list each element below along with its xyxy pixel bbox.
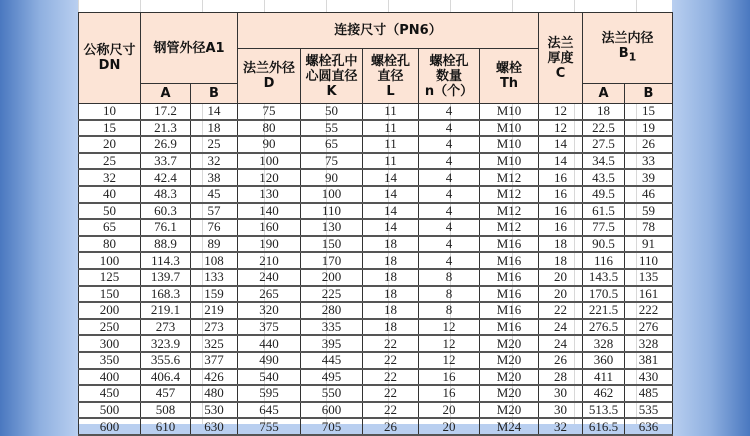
table-row	[79, 418, 673, 435]
cell-thickness: 16	[539, 219, 583, 236]
cell-bolt-count: 4	[419, 104, 480, 120]
cell-bolt-hole: 11	[363, 136, 419, 153]
header-pipe-b: B	[191, 84, 238, 104]
cell-bolt: M16	[480, 302, 539, 319]
cell-inner-a: 360	[583, 352, 625, 369]
cell-dn: 32	[79, 169, 141, 186]
table-row	[79, 203, 673, 220]
cell-bolt: M12	[480, 186, 539, 203]
cell-dn: 125	[79, 269, 141, 286]
cell-inner-a: 462	[583, 385, 625, 402]
cell-pipe-a: 406.4	[141, 369, 191, 386]
cell-bolt-count: 4	[419, 136, 480, 153]
header-thickness: 法兰厚度 C	[539, 13, 583, 104]
cell-thickness: 18	[539, 252, 583, 269]
cell-dn: 40	[79, 186, 141, 203]
cell-pipe-a: 76.1	[141, 219, 191, 236]
cell-inner-b: 91	[625, 236, 673, 253]
cell-inner-b: 535	[625, 402, 673, 419]
cell-thickness: 20	[539, 269, 583, 286]
cell-bolt-circle: 225	[301, 286, 363, 303]
cell-inner-a: 513.5	[583, 402, 625, 419]
cell-flange-od: 80	[238, 120, 301, 137]
cell-dn: 150	[79, 286, 141, 303]
cell-bolt: M20	[480, 335, 539, 352]
cell-inner-a: 49.5	[583, 186, 625, 203]
header-bolt: 螺栓 Th	[480, 49, 539, 104]
cell-bolt-circle: 100	[301, 186, 363, 203]
table-row	[79, 169, 673, 186]
cell-dn: 10	[79, 104, 141, 120]
table-row	[79, 153, 673, 170]
cell-dn: 450	[79, 385, 141, 402]
cell-inner-a: 170.5	[583, 286, 625, 303]
cell-dn: 400	[79, 369, 141, 386]
cell-thickness: 32	[539, 418, 583, 435]
cell-bolt-count: 4	[419, 153, 480, 170]
header-bolt-hole: 螺栓孔直径 L	[363, 49, 419, 104]
cell-inner-a: 27.5	[583, 136, 625, 153]
cell-bolt: M16	[480, 286, 539, 303]
cell-flange-od: 75	[238, 104, 301, 120]
cell-inner-b: 59	[625, 203, 673, 220]
cell-bolt: M20	[480, 402, 539, 419]
cell-pipe-a: 139.7	[141, 269, 191, 286]
cell-pipe-b: 480	[191, 385, 238, 402]
cell-flange-od: 160	[238, 219, 301, 236]
cell-pipe-b: 273	[191, 319, 238, 336]
cell-inner-b: 161	[625, 286, 673, 303]
cell-bolt-count: 20	[419, 402, 480, 419]
cell-inner-a: 221.5	[583, 302, 625, 319]
cell-bolt-count: 4	[419, 252, 480, 269]
cell-dn: 100	[79, 252, 141, 269]
cell-inner-b: 26	[625, 136, 673, 153]
header-flange-od: 法兰外径 D	[238, 49, 301, 104]
cell-bolt-circle: 705	[301, 418, 363, 435]
cell-pipe-a: 42.4	[141, 169, 191, 186]
cell-bolt-circle: 50	[301, 104, 363, 120]
cell-pipe-a: 323.9	[141, 335, 191, 352]
cell-bolt: M10	[480, 104, 539, 120]
table-row	[79, 402, 673, 419]
cell-bolt-count: 12	[419, 335, 480, 352]
cell-bolt-hole: 18	[363, 236, 419, 253]
cell-pipe-a: 355.6	[141, 352, 191, 369]
cell-inner-b: 636	[625, 418, 673, 435]
cell-inner-a: 18	[583, 104, 625, 120]
cell-pipe-a: 21.3	[141, 120, 191, 137]
cell-dn: 65	[79, 219, 141, 236]
cell-flange-od: 645	[238, 402, 301, 419]
cell-inner-b: 110	[625, 252, 673, 269]
cell-pipe-a: 273	[141, 319, 191, 336]
cell-inner-b: 430	[625, 369, 673, 386]
cell-bolt: M20	[480, 385, 539, 402]
cell-bolt: M16	[480, 269, 539, 286]
cell-inner-a: 61.5	[583, 203, 625, 220]
cell-thickness: 20	[539, 286, 583, 303]
cell-inner-b: 46	[625, 186, 673, 203]
cell-bolt-circle: 445	[301, 352, 363, 369]
cell-pipe-b: 630	[191, 418, 238, 435]
cell-inner-a: 328	[583, 335, 625, 352]
cell-bolt-hole: 11	[363, 104, 419, 120]
cell-pipe-a: 508	[141, 402, 191, 419]
table-row	[79, 269, 673, 286]
cell-bolt-circle: 395	[301, 335, 363, 352]
cell-flange-od: 440	[238, 335, 301, 352]
cell-bolt-count: 4	[419, 186, 480, 203]
cell-bolt-hole: 11	[363, 120, 419, 137]
cell-bolt-hole: 22	[363, 385, 419, 402]
cell-pipe-b: 76	[191, 219, 238, 236]
cell-pipe-a: 168.3	[141, 286, 191, 303]
cell-bolt-count: 20	[419, 418, 480, 435]
cell-pipe-b: 14	[191, 104, 238, 120]
cell-inner-b: 19	[625, 120, 673, 137]
cell-bolt-circle: 335	[301, 319, 363, 336]
cell-thickness: 18	[539, 236, 583, 253]
table-row	[79, 302, 673, 319]
cell-bolt-hole: 18	[363, 269, 419, 286]
cell-bolt-count: 16	[419, 385, 480, 402]
header-pipe-a: A	[141, 84, 191, 104]
cell-bolt-hole: 18	[363, 252, 419, 269]
cell-pipe-a: 26.9	[141, 136, 191, 153]
cell-bolt: M12	[480, 169, 539, 186]
cell-dn: 25	[79, 153, 141, 170]
cell-bolt-circle: 65	[301, 136, 363, 153]
cell-pipe-b: 377	[191, 352, 238, 369]
cell-inner-b: 381	[625, 352, 673, 369]
header-inner-diameter: 法兰内径 $B_1$	[583, 13, 673, 84]
cell-dn: 500	[79, 402, 141, 419]
cell-bolt-hole: 14	[363, 169, 419, 186]
cell-bolt-circle: 130	[301, 219, 363, 236]
cell-pipe-b: 32	[191, 153, 238, 170]
cell-bolt-count: 12	[419, 352, 480, 369]
cell-thickness: 24	[539, 335, 583, 352]
cell-pipe-a: 60.3	[141, 203, 191, 220]
cell-thickness: 14	[539, 153, 583, 170]
cell-bolt-count: 4	[419, 169, 480, 186]
header-inner-b: B	[625, 84, 673, 104]
cell-bolt: M24	[480, 418, 539, 435]
cell-pipe-b: 57	[191, 203, 238, 220]
cell-flange-od: 210	[238, 252, 301, 269]
cell-bolt: M10	[480, 136, 539, 153]
cell-bolt: M16	[480, 252, 539, 269]
cell-pipe-a: 48.3	[141, 186, 191, 203]
cell-thickness: 26	[539, 352, 583, 369]
table-row	[79, 186, 673, 203]
cell-inner-b: 39	[625, 169, 673, 186]
cell-flange-od: 540	[238, 369, 301, 386]
cell-bolt-count: 12	[419, 319, 480, 336]
cell-bolt-count: 8	[419, 286, 480, 303]
cell-dn: 600	[79, 418, 141, 435]
cell-inner-a: 77.5	[583, 219, 625, 236]
cell-pipe-a: 114.3	[141, 252, 191, 269]
cell-bolt-hole: 14	[363, 186, 419, 203]
cell-bolt-circle: 150	[301, 236, 363, 253]
cell-bolt-hole: 14	[363, 219, 419, 236]
cell-bolt-hole: 22	[363, 402, 419, 419]
cell-flange-od: 265	[238, 286, 301, 303]
cell-inner-b: 222	[625, 302, 673, 319]
cell-inner-a: 34.5	[583, 153, 625, 170]
cell-flange-od: 120	[238, 169, 301, 186]
cell-inner-a: 116	[583, 252, 625, 269]
cell-pipe-b: 530	[191, 402, 238, 419]
cell-bolt: M12	[480, 203, 539, 220]
cell-bolt-circle: 75	[301, 153, 363, 170]
cell-bolt-hole: 14	[363, 203, 419, 220]
table-row	[79, 120, 673, 137]
cell-thickness: 16	[539, 186, 583, 203]
cell-thickness: 12	[539, 120, 583, 137]
cell-bolt-circle: 55	[301, 120, 363, 137]
cell-pipe-b: 325	[191, 335, 238, 352]
cell-bolt-circle: 550	[301, 385, 363, 402]
cell-thickness: 22	[539, 302, 583, 319]
cell-flange-od: 190	[238, 236, 301, 253]
cell-bolt: M16	[480, 236, 539, 253]
cell-bolt-count: 16	[419, 369, 480, 386]
table-row	[79, 352, 673, 369]
cell-flange-od: 100	[238, 153, 301, 170]
table-row	[79, 369, 673, 386]
cell-pipe-a: 17.2	[141, 104, 191, 120]
cell-dn: 50	[79, 203, 141, 220]
cell-bolt-hole: 26	[363, 418, 419, 435]
cell-bolt-circle: 280	[301, 302, 363, 319]
cell-bolt-hole: 11	[363, 153, 419, 170]
cell-dn: 80	[79, 236, 141, 253]
cell-dn: 300	[79, 335, 141, 352]
cell-pipe-a: 33.7	[141, 153, 191, 170]
cell-inner-b: 328	[625, 335, 673, 352]
cell-inner-b: 78	[625, 219, 673, 236]
cell-bolt: M10	[480, 153, 539, 170]
cell-flange-od: 240	[238, 269, 301, 286]
cell-inner-b: 135	[625, 269, 673, 286]
cell-inner-a: 90.5	[583, 236, 625, 253]
cell-bolt-count: 8	[419, 269, 480, 286]
cell-pipe-b: 159	[191, 286, 238, 303]
table-row	[79, 385, 673, 402]
cell-flange-od: 595	[238, 385, 301, 402]
cell-pipe-a: 219.1	[141, 302, 191, 319]
table-row	[79, 104, 673, 120]
cell-dn: 250	[79, 319, 141, 336]
cell-bolt-hole: 18	[363, 286, 419, 303]
cell-bolt: M20	[480, 352, 539, 369]
cell-bolt: M10	[480, 120, 539, 137]
cell-pipe-b: 426	[191, 369, 238, 386]
cell-flange-od: 90	[238, 136, 301, 153]
table-row	[79, 219, 673, 236]
cell-thickness: 14	[539, 136, 583, 153]
header-inner-a: A	[583, 84, 625, 104]
table-row	[79, 252, 673, 269]
header-dn: 公称尺寸 DN	[79, 13, 141, 104]
cell-flange-od: 375	[238, 319, 301, 336]
cell-thickness: 12	[539, 104, 583, 120]
cell-inner-b: 276	[625, 319, 673, 336]
cell-thickness: 30	[539, 402, 583, 419]
cell-bolt-circle: 495	[301, 369, 363, 386]
cell-thickness: 16	[539, 169, 583, 186]
cell-flange-od: 130	[238, 186, 301, 203]
cell-dn: 350	[79, 352, 141, 369]
cell-bolt-count: 4	[419, 120, 480, 137]
cell-inner-a: 43.5	[583, 169, 625, 186]
cell-pipe-b: 45	[191, 186, 238, 203]
table-row	[79, 236, 673, 253]
cell-bolt-count: 4	[419, 219, 480, 236]
cell-bolt-circle: 90	[301, 169, 363, 186]
cell-bolt-hole: 22	[363, 352, 419, 369]
cell-inner-a: 411	[583, 369, 625, 386]
cell-flange-od: 490	[238, 352, 301, 369]
cell-bolt-circle: 200	[301, 269, 363, 286]
cell-pipe-a: 88.9	[141, 236, 191, 253]
cell-bolt-count: 4	[419, 236, 480, 253]
cell-bolt-hole: 18	[363, 302, 419, 319]
cell-thickness: 30	[539, 385, 583, 402]
cell-bolt: M16	[480, 319, 539, 336]
cell-bolt-hole: 22	[363, 335, 419, 352]
cell-pipe-a: 457	[141, 385, 191, 402]
table-row	[79, 319, 673, 336]
cell-bolt-circle: 170	[301, 252, 363, 269]
cell-pipe-b: 133	[191, 269, 238, 286]
cell-inner-b: 15	[625, 104, 673, 120]
cell-bolt-circle: 110	[301, 203, 363, 220]
cell-bolt-count: 4	[419, 203, 480, 220]
cell-inner-a: 616.5	[583, 418, 625, 435]
cell-flange-od: 755	[238, 418, 301, 435]
cell-inner-b: 33	[625, 153, 673, 170]
cell-pipe-a: 610	[141, 418, 191, 435]
cell-bolt-hole: 18	[363, 319, 419, 336]
cell-inner-a: 276.5	[583, 319, 625, 336]
cell-pipe-b: 18	[191, 120, 238, 137]
cell-flange-od: 320	[238, 302, 301, 319]
cell-pipe-b: 38	[191, 169, 238, 186]
cell-bolt-circle: 600	[301, 402, 363, 419]
cell-bolt: M12	[480, 219, 539, 236]
cell-dn: 15	[79, 120, 141, 137]
cell-inner-b: 485	[625, 385, 673, 402]
cell-bolt-count: 8	[419, 302, 480, 319]
table-row	[79, 136, 673, 153]
cell-thickness: 16	[539, 203, 583, 220]
cell-flange-od: 140	[238, 203, 301, 220]
header-connection: 连接尺寸（PN6）	[238, 13, 539, 49]
flange-dimension-table	[78, 12, 673, 436]
cell-dn: 20	[79, 136, 141, 153]
cell-bolt-hole: 22	[363, 369, 419, 386]
cell-bolt: M20	[480, 369, 539, 386]
header-pipe-od: 钢管外径A1	[141, 13, 238, 84]
cell-thickness: 24	[539, 319, 583, 336]
cell-inner-a: 143.5	[583, 269, 625, 286]
header-bolt-count: 螺栓孔数量 n（个）	[419, 49, 480, 104]
table-row	[79, 335, 673, 352]
cell-inner-a: 22.5	[583, 120, 625, 137]
cell-pipe-b: 219	[191, 302, 238, 319]
cell-pipe-b: 108	[191, 252, 238, 269]
table-row	[79, 286, 673, 303]
cell-thickness: 28	[539, 369, 583, 386]
cell-pipe-b: 25	[191, 136, 238, 153]
header-bolt-circle: 螺栓孔中心圆直径 K	[301, 49, 363, 104]
cell-pipe-b: 89	[191, 236, 238, 253]
cell-dn: 200	[79, 302, 141, 319]
